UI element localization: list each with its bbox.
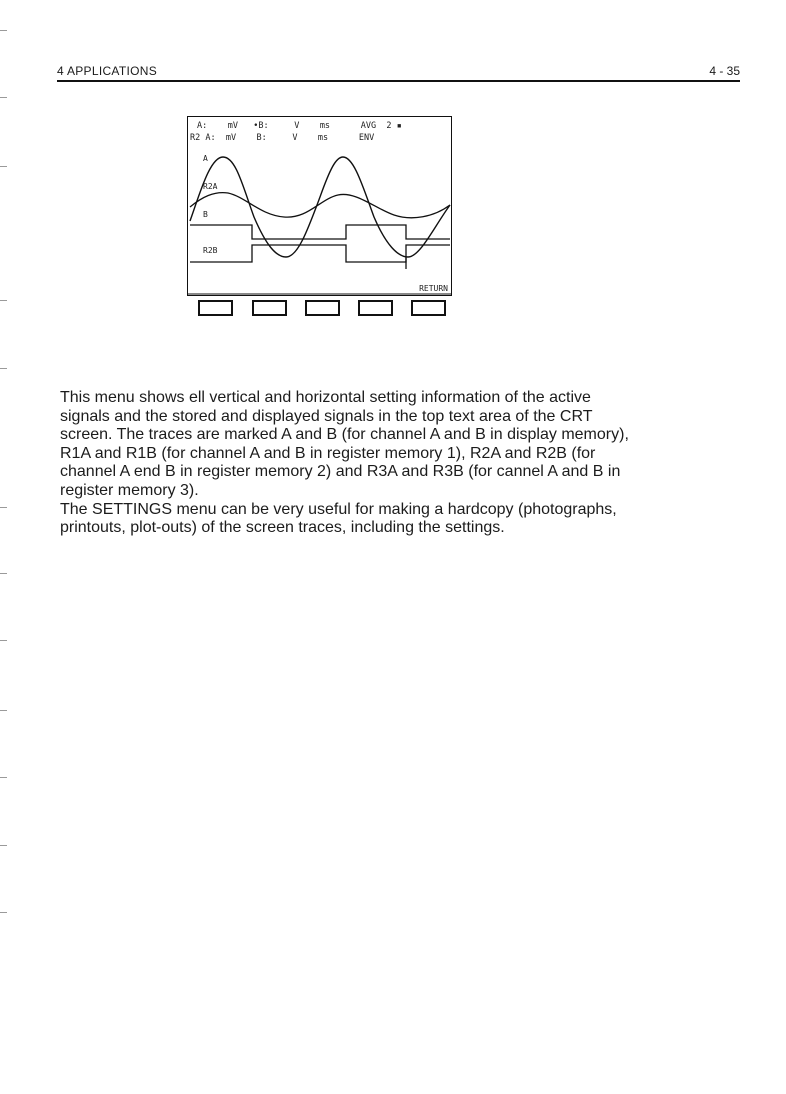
margin-mark [0,845,7,846]
margin-mark [0,710,7,711]
margin-mark [0,640,7,641]
description-text [60,389,730,538]
body-line: This menu shows ell vertical and horizontal setting information of the active [60,389,591,406]
trace-label-r2b: R2B [203,246,218,255]
crt-screen-figure [187,116,452,296]
body-line: register memory 3). [60,481,199,499]
trace-b [190,225,450,239]
margin-mark [0,507,7,508]
page-header [57,64,740,82]
softkey-5-return [411,300,446,316]
softkey-3 [305,300,340,316]
margin-mark [0,368,7,369]
softkey-2 [252,300,287,316]
margin-mark [0,30,7,31]
trace-a [190,157,450,257]
trace-label-r2a: R2A [203,182,218,191]
trace-r2b [190,245,450,262]
return-menu-label: RETURN [419,284,448,293]
softkey-row [198,300,443,316]
body-line: printouts, plot-outs) of the screen traces, including the settings. [60,519,505,537]
section-title: 4 APPLICATIONS [57,64,158,78]
body-line: screen. The traces are marked A and B (for channel A and B in display memory), [60,426,629,444]
settings-readout-row-2: R2 A: mV B: V ms ENV [190,133,375,143]
trace-area [188,117,451,295]
trace-label-b: B [203,210,208,219]
margin-mark [0,912,7,913]
softkey-1 [198,300,233,316]
body-line: R1A and R1B (for channel A and B in register memory 1), R2A and R2B (for [60,444,596,462]
body-line: channel A end B in register memory 2) and R3A and R3B (for cannel A and B in [60,463,621,481]
margin-mark [0,573,7,574]
body-line: signals and the stored and displayed signals in the top text area of the CRT [60,407,593,425]
margin-mark [0,97,7,98]
softkey-4 [358,300,393,316]
margin-mark [0,777,7,778]
trace-label-a: A [203,154,208,163]
margin-mark [0,300,7,301]
settings-readout-row-1: A: mV •B: V ms AVG 2 ▪ [197,121,402,131]
margin-mark [0,166,7,167]
page-number: 4 - 35 [709,64,740,78]
body-line: The SETTINGS menu can be very useful for making a hardcopy (photographs, [60,500,617,518]
